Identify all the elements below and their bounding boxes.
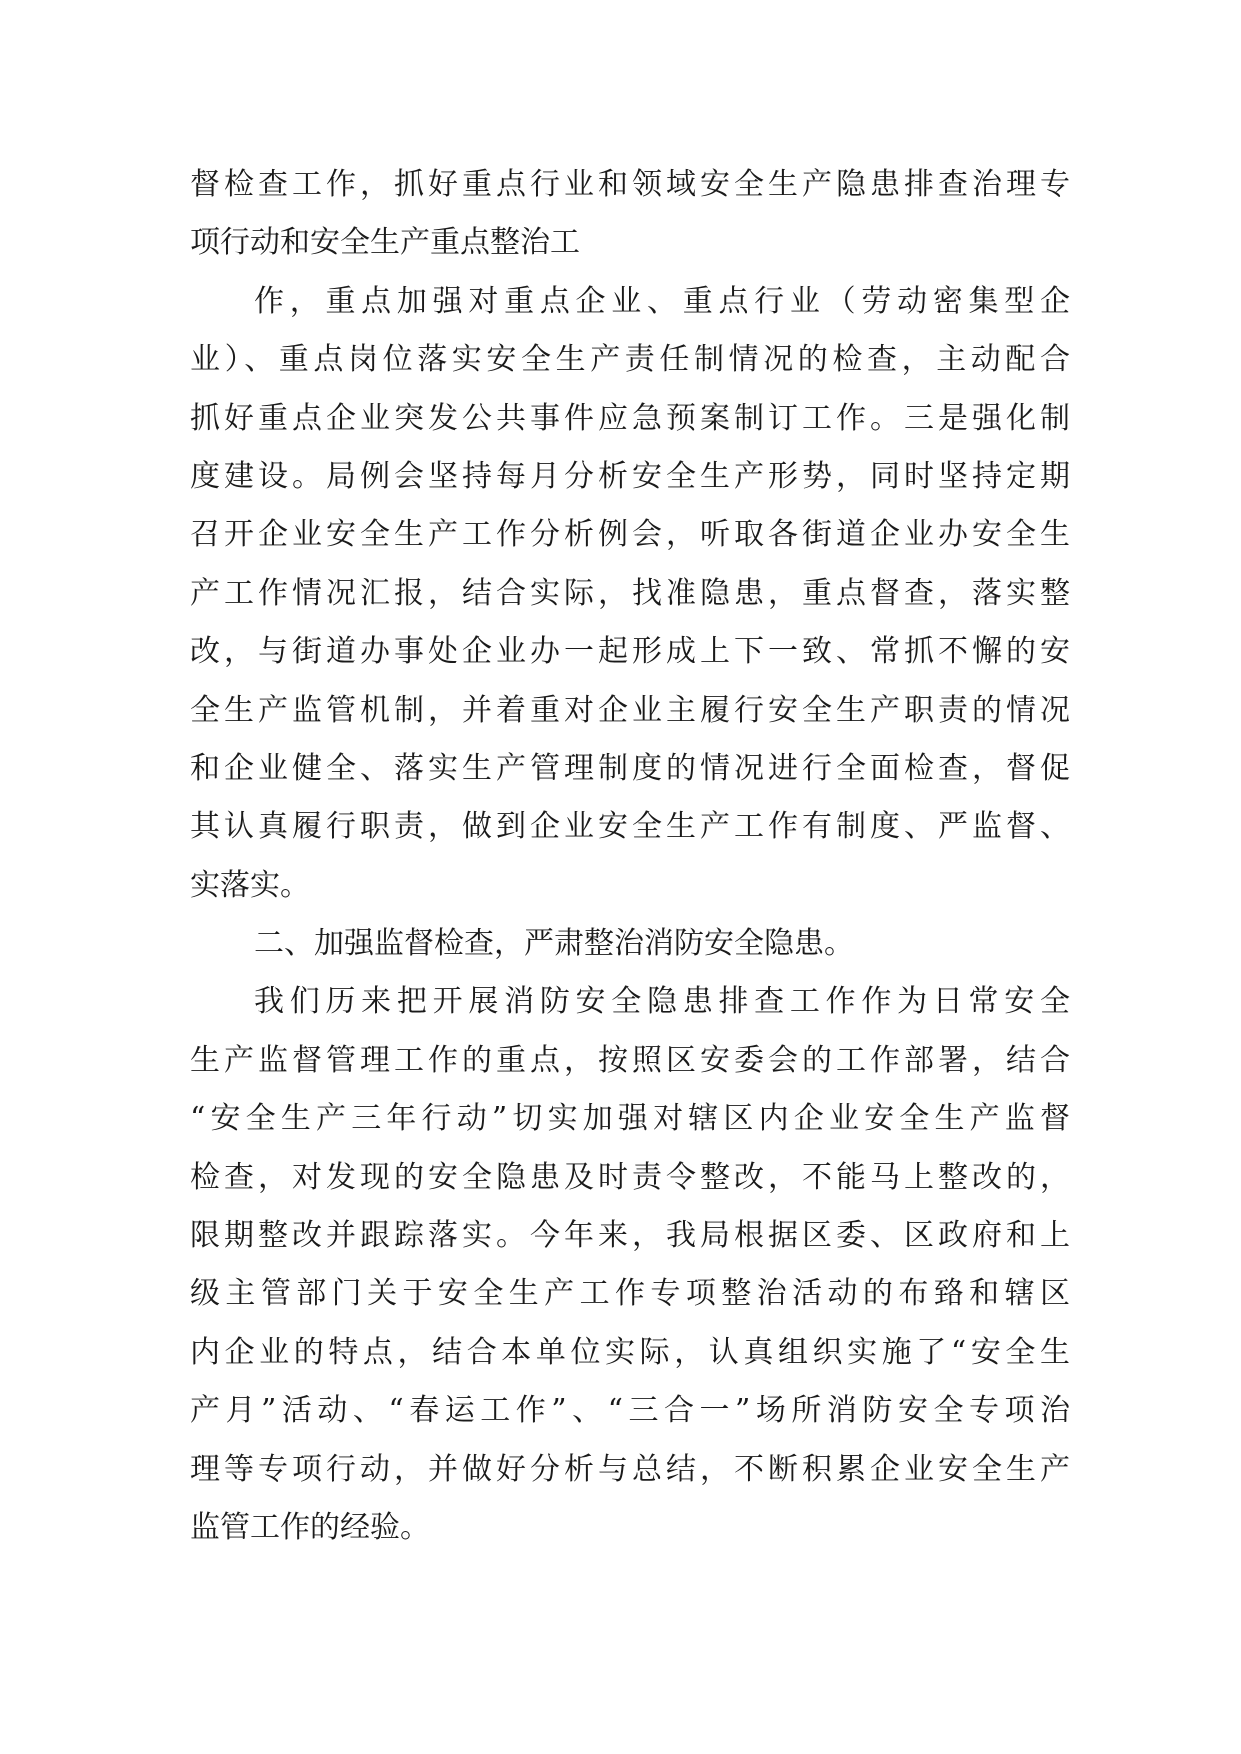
- text-line: 我们历来把开展消防安全隐患排查工作作为日常安全: [254, 984, 1070, 1020]
- text-line: 实落实。: [190, 867, 310, 903]
- text-line: 全生产监管机制，并着重对企业主履行安全生产职责的情况: [190, 692, 1070, 728]
- text-line: 级主管部门关于安全生产工作专项整治活动的布臵和辖区: [190, 1276, 1070, 1312]
- text-line: 业）、重点岗位落实安全生产责任制情况的检查，主动配合: [190, 342, 1070, 378]
- text-line: 限期整改并跟踪落实。今年来，我局根据区委、区政府和上: [190, 1218, 1070, 1254]
- text-line: 抓好重点企业突发公共事件应急预案制订工作。三是强化制: [190, 400, 1070, 436]
- text-line: 召开企业安全生产工作分析例会，听取各街道企业办安全生: [190, 517, 1070, 553]
- text-line: 二、加强监督检查，严肃整治消防安全隐患。: [254, 926, 854, 962]
- text-line: 度建设。局例会坚持每月分析安全生产形势，同时坚持定期: [190, 458, 1070, 494]
- text-line: 督检查工作，抓好重点行业和领域安全生产隐患排查治理专: [190, 167, 1070, 202]
- text-line: 作，重点加强对重点企业、重点行业（劳动密集型企: [254, 283, 1070, 319]
- text-line: 和企业健全、落实生产管理制度的情况进行全面检查，督促: [190, 750, 1070, 786]
- text-line: 检查，对发现的安全隐患及时责令整改，不能马上整改的，: [190, 1159, 1070, 1195]
- text-line: 生产监督管理工作的重点，按照区安委会的工作部署，结合: [190, 1042, 1070, 1078]
- text-line: 产工作情况汇报，结合实际，找准隐患，重点督查，落实整: [190, 575, 1070, 611]
- text-line: “安全生产三年行动”切实加强对辖区内企业安全生产监督: [190, 1101, 1070, 1137]
- text-line: 项行动和安全生产重点整治工: [190, 225, 580, 261]
- text-line: 监管工作的经验。: [190, 1509, 430, 1545]
- text-line: 理等专项行动，并做好分析与总结，不断积累企业安全生产: [190, 1451, 1070, 1487]
- text-line: 其认真履行职责，做到企业安全生产工作有制度、严监督、: [190, 809, 1070, 845]
- text-line: 改，与街道办事处企业办一起形成上下一致、常抓不懈的安: [190, 634, 1070, 670]
- text-line: 产月”活动、“春运工作”、“三合一”场所消防安全专项治: [190, 1393, 1070, 1429]
- body-text: [190, 156, 1070, 1557]
- text-line: 内企业的特点，结合本单位实际，认真组织实施了“安全生: [190, 1334, 1070, 1370]
